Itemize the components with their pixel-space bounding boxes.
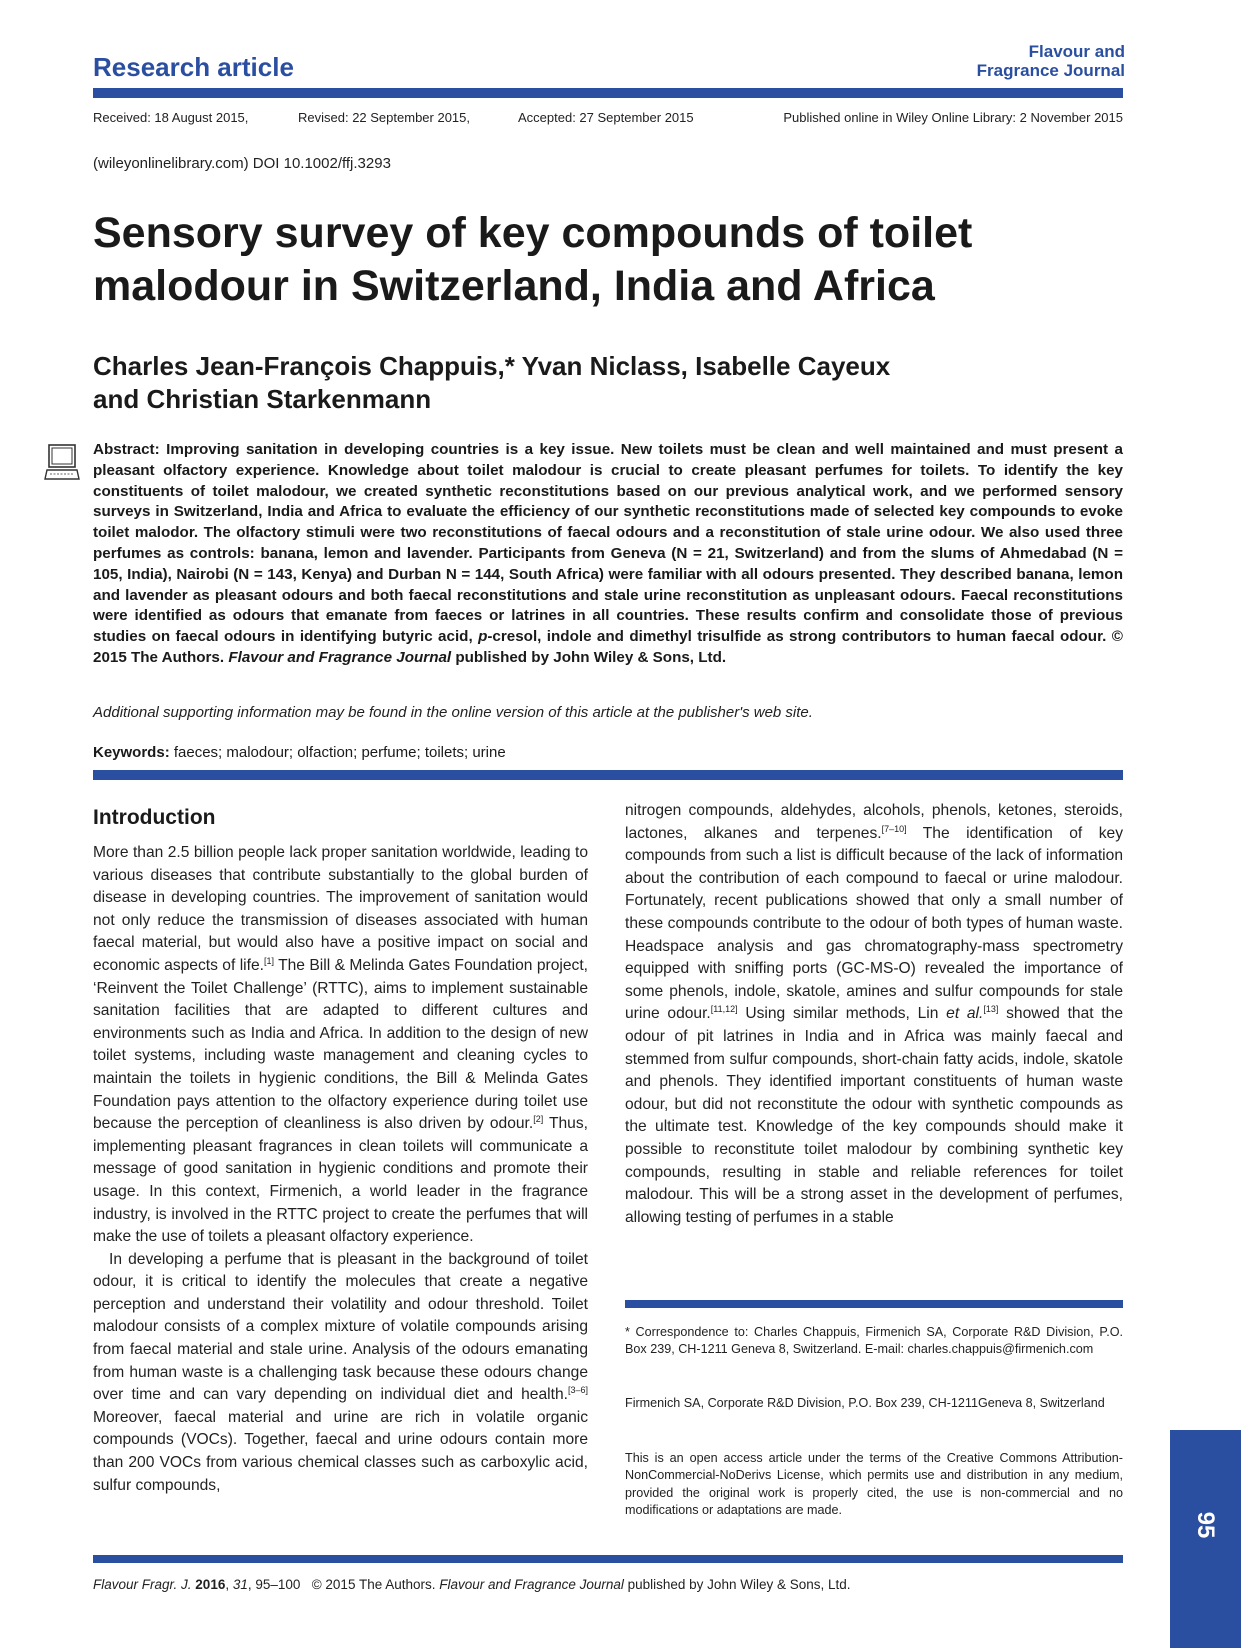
author-list	[93, 350, 1123, 416]
page-number: 95	[1192, 1511, 1219, 1539]
journal-logo	[945, 42, 1125, 80]
journal-logo-line1: Flavour and	[1028, 42, 1125, 61]
intro-paragraph-continued: nitrogen compounds, aldehydes, alcohols, phenols, ketones, steroids, lactones, alkanes and terpenes.[7–10] The identification of key compounds from such a list is difficult because of the lack of information about the contribution of each compound to faecal or urine malodour. Fortunately, recent publications showed that only a small number of these compounds contribute to the odour of both types of human waste. Headspace analysis and gas chromatography-mass spectrometry equipped with sniffing ports (GC-MS-O) revealed the importance of some phenols, indole, skatole, amines and sulfur compounds for stale urine odour.[11,12] Using similar methods, Lin et al.[13] showed that the odour of pit latrines in India and in Africa was mainly faecal and stemmed from sulfur compounds, short-chain fatty acids, indole, skatole and phenols. They identified important constituents of human waste odour, but did not reconstitute the odour with synthetic compounds as the ultimate test. Knowledge of the key compounds should make it possible to reconstitute toilet malodour by combining synthetic key compounds, resulting in stable and reliable references for toilet malodour. This will be a strong asset in the development of perfumes, allowing testing of perfumes in a stable	[625, 802, 1123, 1226]
doi: (wileyonlinelibrary.com) DOI 10.1002/ffj.3293	[93, 155, 391, 172]
keywords	[93, 744, 1123, 761]
header-rule	[93, 88, 1123, 98]
authors-line-2: and Christian Starkenmann	[93, 384, 432, 414]
keywords-values: faeces; malodour; olfaction; perfume; toilets; urine	[169, 744, 506, 761]
article-title: Sensory survey of key compounds of toilet malodour in Switzerland, India and Africa	[93, 209, 973, 310]
published-date: Published online in Wiley Online Library: 2 November 2015	[783, 110, 1123, 125]
keywords-label: Keywords:	[93, 744, 170, 761]
computer-icon	[44, 443, 80, 483]
abstract-rule	[93, 770, 1123, 780]
supporting-info-note: Additional supporting information may be found in the online version of this article at the publisher's web site.	[93, 704, 813, 721]
footer-rule	[93, 1555, 1123, 1563]
correspondence-note: * Correspondence to: Charles Chappuis, Firmenich SA, Corporate R&D Division, P.O. Box 239, CH-1211 Geneva 8, Switzerland. E-mail: charles.chappuis@firmenich.com	[625, 1325, 1123, 1357]
authors-line-1: Charles Jean-François Chappuis,* Yvan Niclass, Isabelle Cayeux	[93, 351, 891, 381]
journal-logo-line2: Fragrance Journal	[976, 61, 1125, 80]
intro-paragraph-2: In developing a perfume that is pleasant in the background of toilet odour, it is critical to identify the molecules that create a negative perception and understand their volatility and odour threshold. Toilet malodour consists of a complex mixture of volatile compounds arising from faecal material and stale urine. Analysis of the odours emanating from human waste is a challenging task because these odours change over time and can vary depending on individual diet and health.[3–6] Moreover, faecal material and urine are rich in volatile organic compounds (VOCs). Together, faecal and urine odours contain more than 200 VOCs from various chemical classes such as carboxylic acid, sulfur compounds,	[93, 1250, 588, 1494]
left-column	[93, 842, 588, 1497]
license-note: This is an open access article under the terms of the Creative Commons Attribution-NonCommercial-NoDerivs License, which permits use and distribution in any medium, provided the original work is properly cited, the use is non-commercial and no modifications or adaptations are made.	[625, 1451, 1123, 1518]
section-heading-introduction: Introduction	[93, 806, 216, 829]
footnote-rule	[625, 1300, 1123, 1308]
received-date: Received: 18 August 2015,	[93, 110, 249, 125]
abstract: Abstract: Improving sanitation in developing countries is a key issue. New toilets must be clean and well maintained and must present a pleasant olfactory experience. Knowledge about toilet malodour is crucial to create pleasant perfumes for toilets. To identify the key constituents of toilet malodour, we created synthetic reconstitutions based on our previous analytical work, and we performed sensory surveys in Switzerland, India and Africa to evaluate the efficiency of our synthetic reconstitutions made of selected key compounds to evoke toilet malodor. The olfactory stimuli were two reconstitutions of faecal odours and a reconstitution of stale urine odour. We also used three perfumes as controls: banana, lemon and lavender. Participants from Geneva (N = 21, Switzerland) and from the slums of Ahmedabad (N = 105, India), Nairobi (N = 143, Kenya) and Durban N = 144, South Africa) were familiar with all odours presented. They described banana, lemon and lavender as pleasant odours and both faecal reconstitutions and stale urine reconstitution as unpleasant odours. Faecal reconstitutions were identified as odours that emanate from faeces or latrines in all countries. These results confirm and consolidate those of previous studies on faecal odours in identifying butyric acid, p-cresol, indole and dimethyl trisulfide as strong contributors to human faecal odour. © 2015 The Authors. Flavour and Fragrance Journal published by John Wiley & Sons, Ltd.	[93, 441, 1123, 666]
article-type: Research article	[93, 52, 294, 82]
revised-date: Revised: 22 September 2015,	[298, 110, 470, 125]
intro-paragraph-1: More than 2.5 billion people lack proper sanitation worldwide, leading to various diseases that contribute substantially to the global burden of disease in developing countries. The improvement of sanitation would not only reduce the transmission of diseases associated with human faecal material, but would also have a positive impact on social and economic aspects of life.[1] The Bill & Melinda Gates Foundation project, ‘Reinvent the Toilet Challenge’ (RTTC), aims to implement sustainable sanitation facilities that are adapted to different cultures and environments such as India and Africa. In addition to the design of new toilet systems, including waste management and cleaning cycles to maintain the toilets in hygienic conditions, the Bill & Melinda Gates Foundation pays attention to the olfactory experience during toilet use because the perception of cleanliness is also driven by odour.[2] Thus, implementing pleasant fragrances in clean toilets will communicate a message of good sanitation in hygienic conditions and promote their usage. In this context, Firmenich, a world leader in the fragrance industry, is involved in the RTTC project to create the perfumes that will make the use of toilets a pleasant olfactory experience.	[93, 844, 588, 1246]
affiliation-note: Firmenich SA, Corporate R&D Division, P.O. Box 239, CH-1211Geneva 8, Switzerland	[625, 1396, 1105, 1410]
right-column	[625, 800, 1123, 1229]
journal-citation: Flavour Fragr. J. 2016, 31, 95–100 © 2015 The Authors. Flavour and Fragrance Journal published by John Wiley & Sons, Ltd.	[93, 1577, 851, 1592]
accepted-date: Accepted: 27 September 2015	[518, 110, 694, 125]
